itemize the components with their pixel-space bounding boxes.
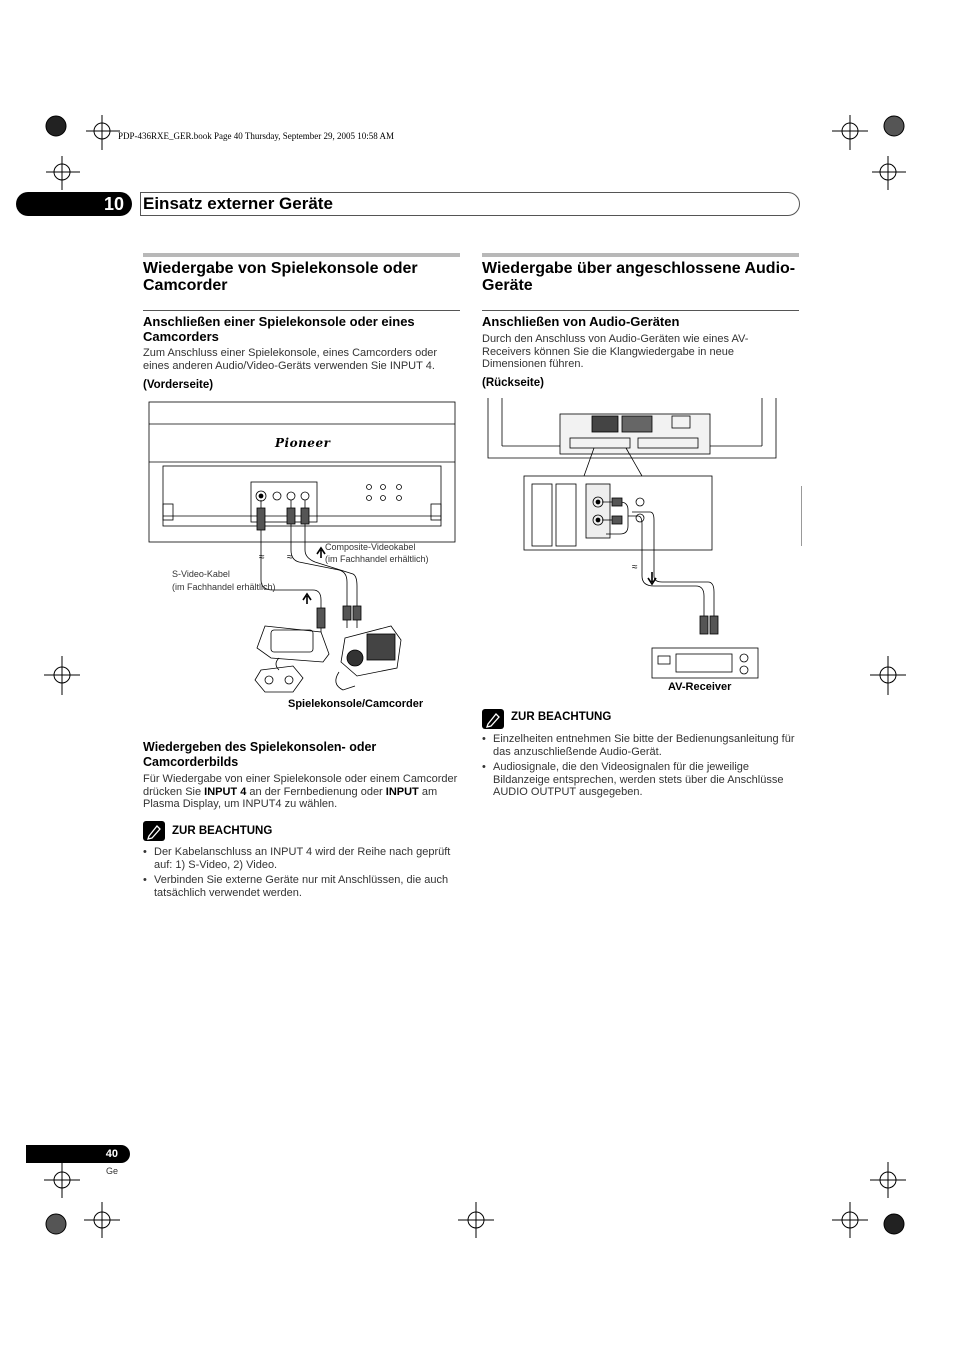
right-heading: Wiedergabe über angeschlossene Audio-Geräte	[482, 260, 796, 294]
label-composite-line1: Composite-Videokabel	[325, 542, 416, 552]
right-figure-caption: (Rückseite)	[482, 377, 544, 389]
page-number: 40	[26, 1145, 130, 1163]
left-body2-e: am Plasma Display, um INPUT4 zu wählen.	[143, 785, 438, 810]
left-body2-d: INPUT	[385, 785, 419, 798]
left-note-item: • Verbinden Sie externe Geräte nur mit Anschlüssen, die auch tatsächlich verwendet werden.	[143, 874, 463, 899]
left-figure-caption: (Vorderseite)	[143, 379, 214, 391]
right-note-icon	[482, 709, 504, 729]
label-svideo-line2: (im Fachhandel erhältlich)	[172, 582, 276, 592]
right-heading-rule	[482, 310, 799, 311]
right-sub1: Anschließen von Audio-Geräten	[482, 314, 680, 329]
chapter-number: 10	[16, 192, 132, 216]
label-svideo-line1: S-Video-Kabel	[172, 569, 230, 579]
rear-panel-illustration	[482, 396, 802, 696]
left-body2	[143, 773, 460, 811]
print-info: PDP-436RXE_GER.book Page 40 Thursday, September 29, 2005 10:58 AM	[118, 131, 394, 141]
left-body2-c: an der Fernbedienung oder	[246, 785, 386, 798]
left-note-list	[143, 846, 463, 902]
left-body2-b: INPUT 4	[204, 785, 247, 798]
language-code: Ge	[106, 1166, 119, 1176]
pioneer-logo: Pioneer	[275, 436, 331, 450]
label-composite-line2: (im Fachhandel erhältlich)	[325, 554, 429, 564]
right-note-list	[482, 733, 800, 802]
left-body1: Zum Anschluss einer Spielekonsole, eines Camcorders oder eines anderen Audio/Video-Geräts verwenden Sie INPUT 4.	[143, 347, 438, 372]
chapter-title: Einsatz externer Geräte	[143, 194, 333, 213]
left-heading-rule	[143, 310, 460, 311]
left-note-icon	[143, 821, 165, 841]
right-note-item: • Audiosignale, die den Videosignalen für die jeweilige Bildanzeige entsprechen, werden stets über die Anschlüsse AUDIO OUTPUT ausgegeben.	[482, 761, 800, 799]
svg-text:≈: ≈	[259, 552, 265, 563]
left-note-item: • Der Kabelanschluss an INPUT 4 wird der Reihe nach geprüft auf: 1) S-Video, 2) Video.	[143, 846, 463, 871]
left-heading: Wiedergabe von Spielekonsole oder Camcorder	[143, 260, 418, 294]
left-sub2: Wiedergeben des Spielekonsolen- oder Camcorderbilds	[143, 740, 377, 769]
svg-text:≈: ≈	[632, 562, 638, 573]
left-note-title: ZUR BEACHTUNG	[172, 825, 273, 837]
right-note-title: ZUR BEACHTUNG	[511, 711, 612, 723]
right-device-caption: AV-Receiver	[668, 681, 732, 693]
right-section-rule	[482, 253, 799, 257]
right-note-item: • Einzelheiten entnehmen Sie bitte der Bedienungsanleitung für das anzuschließende Audio-Gerät.	[482, 733, 800, 758]
left-section-rule	[143, 253, 460, 257]
right-body1: Durch den Anschluss von Audio-Geräten wie eines AV-Receivers können Sie die Klangwiedergabe in neue Dimensionen führen.	[482, 333, 749, 370]
left-sub1: Anschließen einer Spielekonsole oder eines Camcorders	[143, 314, 415, 344]
left-device-caption: Spielekonsole/Camcorder	[288, 698, 424, 710]
left-body2-a: Für Wiedergabe von einer Spielekonsole oder einem Camcorder drücken Sie	[143, 773, 458, 798]
svg-text:≈: ≈	[287, 552, 293, 563]
